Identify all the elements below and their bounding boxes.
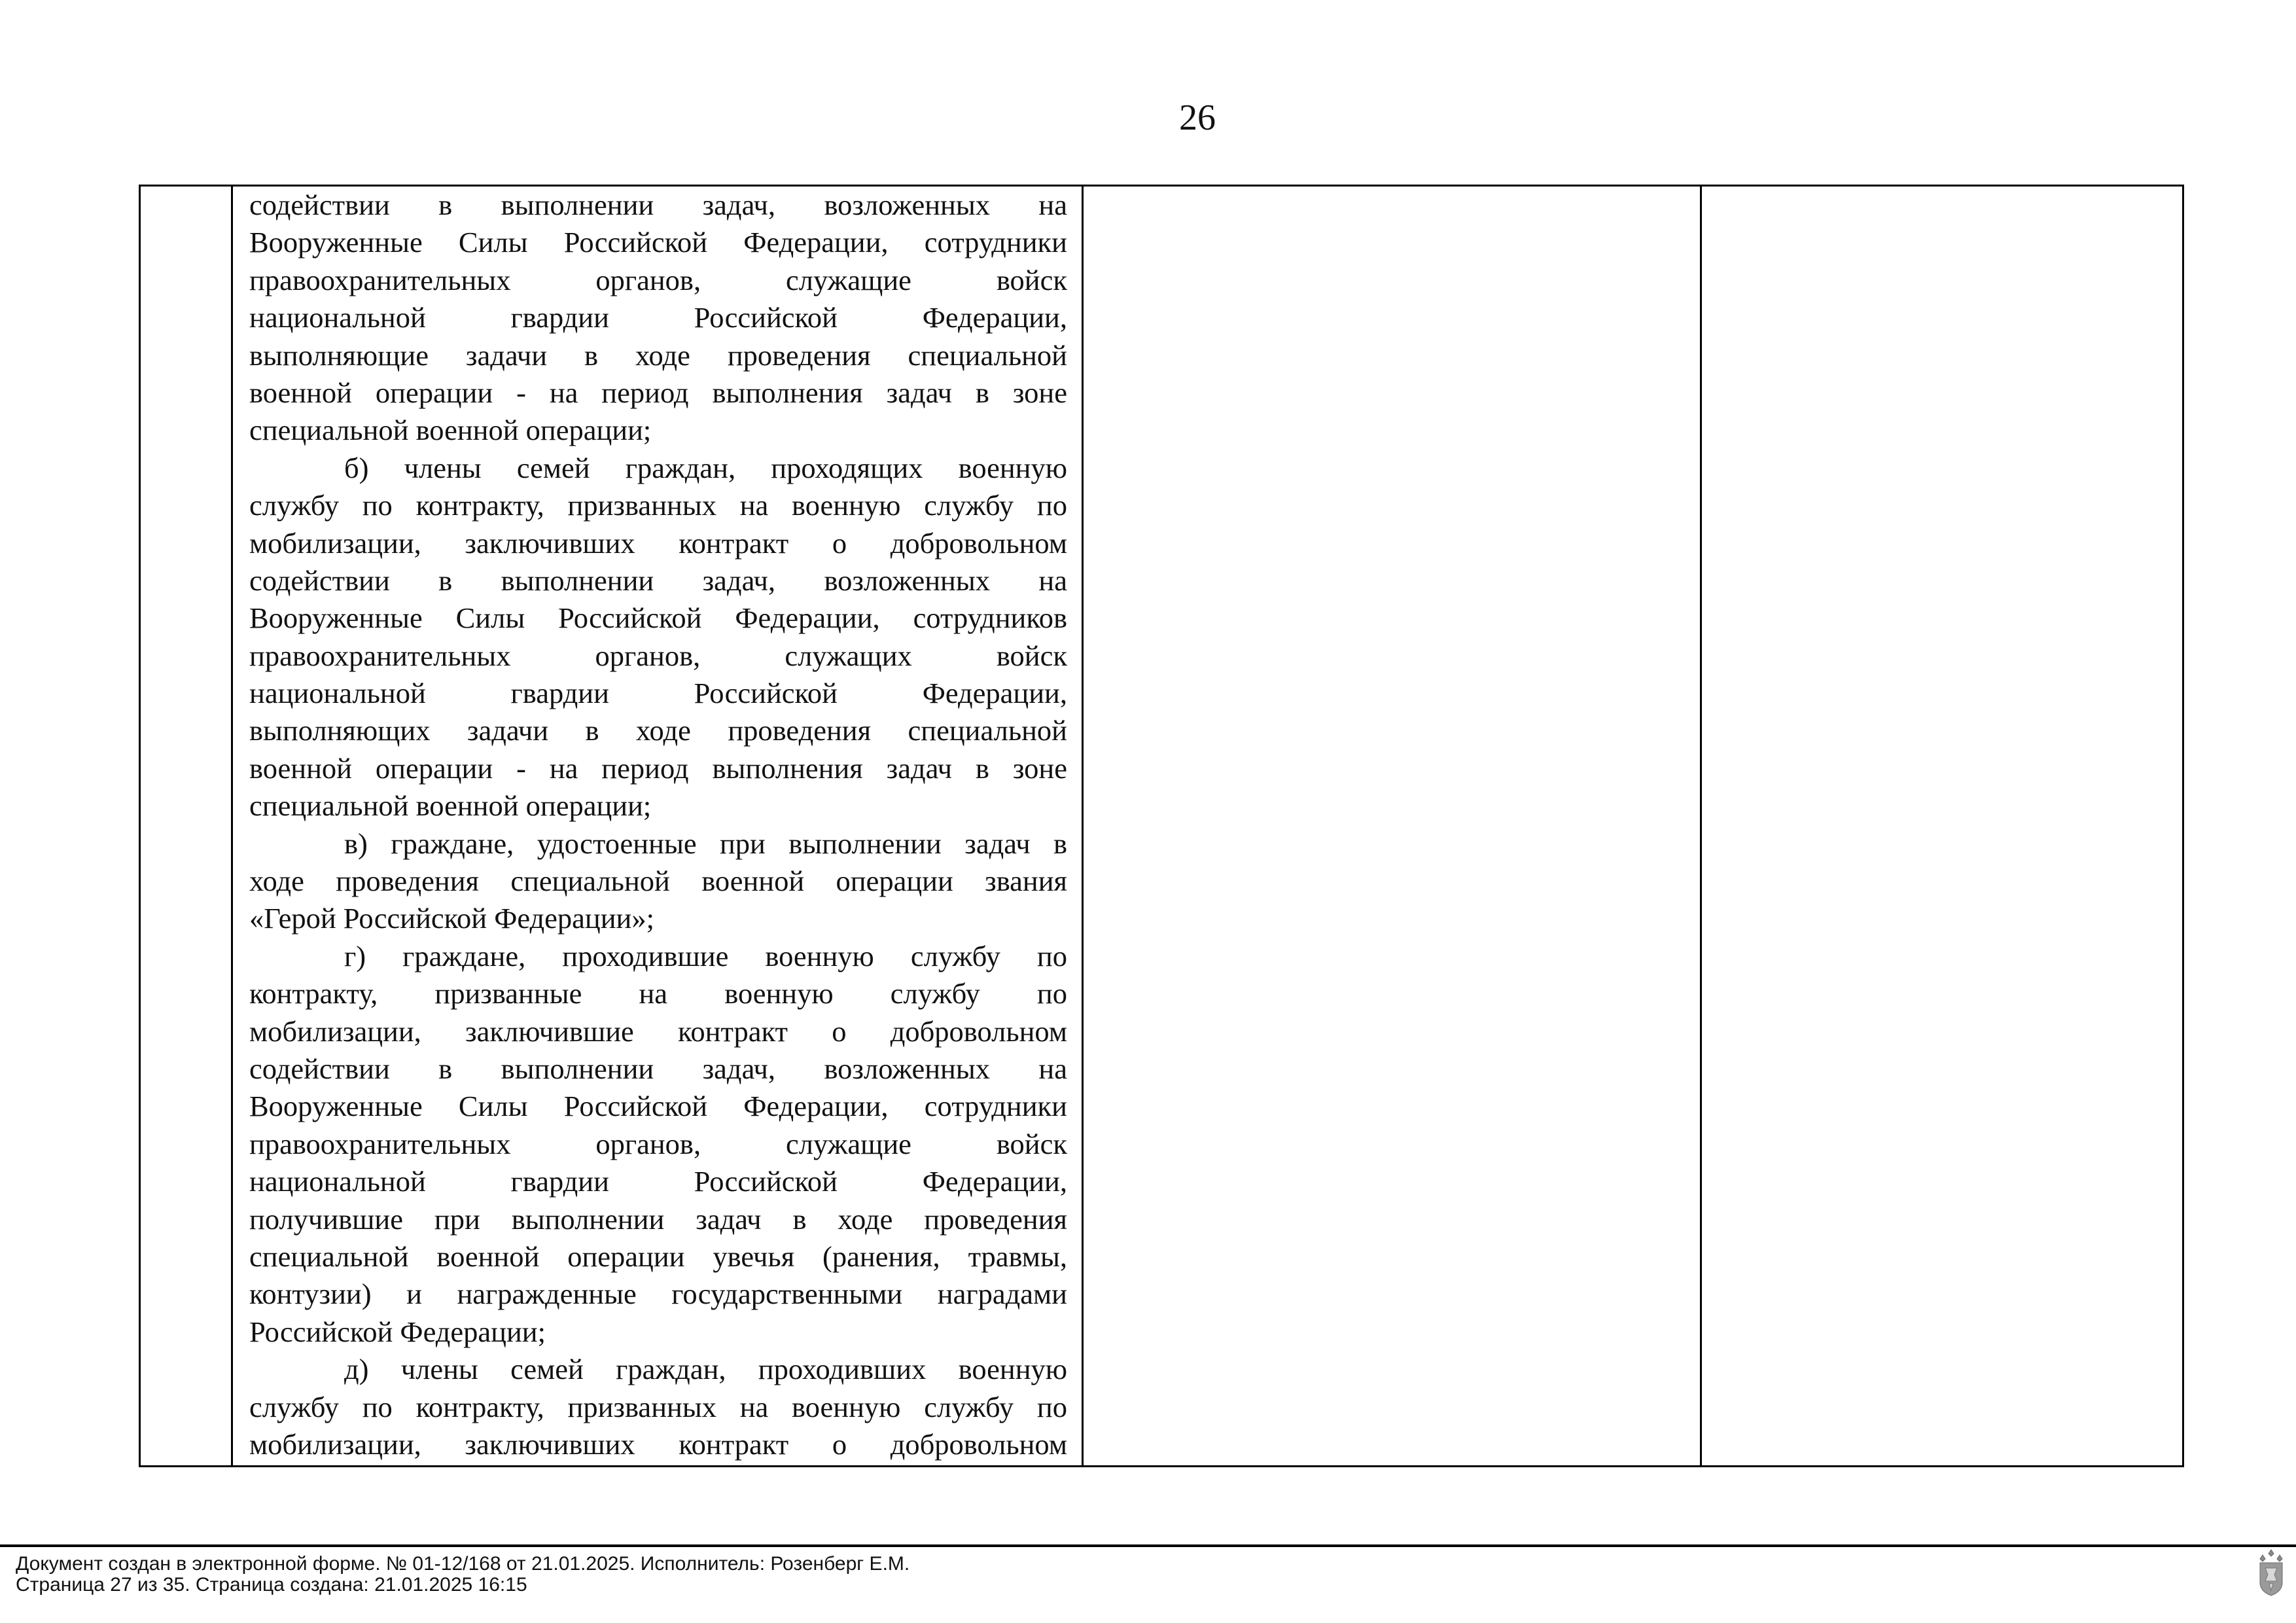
text-line: военной операции - на период выполнения задач в зоне (249, 376, 1067, 409)
footer (16, 1554, 910, 1596)
text-line: национальной гвардии Российской Федерации, (249, 677, 1067, 710)
text-line: национальной гвардии Российской Федерации, (249, 1165, 1067, 1198)
footer-line-page-info: Страница 27 из 35. Страница создана: 21.01.2025 16:15 (16, 1574, 527, 1596)
text-line: получившие при выполнении задач в ходе проведения (249, 1202, 1067, 1236)
text-line: мобилизации, заключивших контракт о добровольном (249, 1427, 1067, 1461)
text-line: Вооруженные Силы Российской Федерации, сотрудников (249, 601, 1067, 635)
text-line: специальной военной операции; (249, 789, 652, 823)
text-line: правоохранительных органов, служащие войск (249, 1127, 1067, 1160)
table-column-text (233, 187, 1084, 1465)
document-table (139, 185, 2184, 1467)
table-column-number (141, 187, 233, 1465)
text-line: Российской Федерации; (249, 1315, 546, 1348)
text-line: Вооруженные Силы Российской Федерации, сотрудники (249, 226, 1067, 259)
text-line: ходе проведения специальной военной операции звания (249, 865, 1067, 898)
text-line: специальной военной операции; (249, 414, 652, 447)
text-line: мобилизации, заключившие контракт о добровольном (249, 1014, 1067, 1048)
text-line: г) граждане, проходившие военную службу по (344, 939, 1067, 972)
table-column-empty-2 (1702, 187, 2182, 1465)
text-line: правоохранительных органов, служащих войск (249, 639, 1067, 672)
text-line: «Герой Российской Федерации»; (249, 902, 654, 935)
text-line: выполняющих задачи в ходе проведения специальной (249, 714, 1067, 747)
text-line: содействии в выполнении задач, возложенных на (249, 188, 1067, 221)
text-line: выполняющие задачи в ходе проведения специальной (249, 338, 1067, 372)
text-line: содействии в выполнении задач, возложенных на (249, 563, 1067, 597)
coat-of-arms-icon (2256, 1548, 2286, 1597)
page-number: 26 (1179, 98, 1216, 138)
text-line: в) граждане, удостоенные при выполнении задач в (344, 827, 1067, 860)
text-line: службу по контракту, призванных на военную службу по (249, 489, 1067, 522)
text-line: национальной гвардии Российской Федерации, (249, 301, 1067, 334)
text-line: б) члены семей граждан, проходящих военную (344, 451, 1067, 484)
text-line: правоохранительных органов, служащие войск (249, 263, 1067, 296)
text-line: военной операции - на период выполнения задач в зоне (249, 751, 1067, 785)
text-line: содействии в выполнении задач, возложенных на (249, 1052, 1067, 1085)
table-column-empty-1 (1084, 187, 1702, 1465)
footer-line-document-info: Документ создан в электронной форме. № 01-12/168 от 21.01.2025. Исполнитель: Розенберг Е.М. (16, 1553, 910, 1575)
text-line: контузии) и награжденные государственными наградами (249, 1277, 1067, 1311)
text-line: мобилизации, заключивших контракт о добровольном (249, 526, 1067, 560)
text-line: контракту, призванные на военную службу по (249, 977, 1067, 1010)
text-line: Вооруженные Силы Российской Федерации, сотрудники (249, 1090, 1067, 1123)
text-line: специальной военной операции увечья (ранения, травмы, (249, 1240, 1067, 1273)
text-line: д) члены семей граждан, проходивших военную (344, 1353, 1067, 1386)
text-line: службу по контракту, призванных на военную службу по (249, 1390, 1067, 1423)
footer-divider (0, 1544, 2296, 1547)
